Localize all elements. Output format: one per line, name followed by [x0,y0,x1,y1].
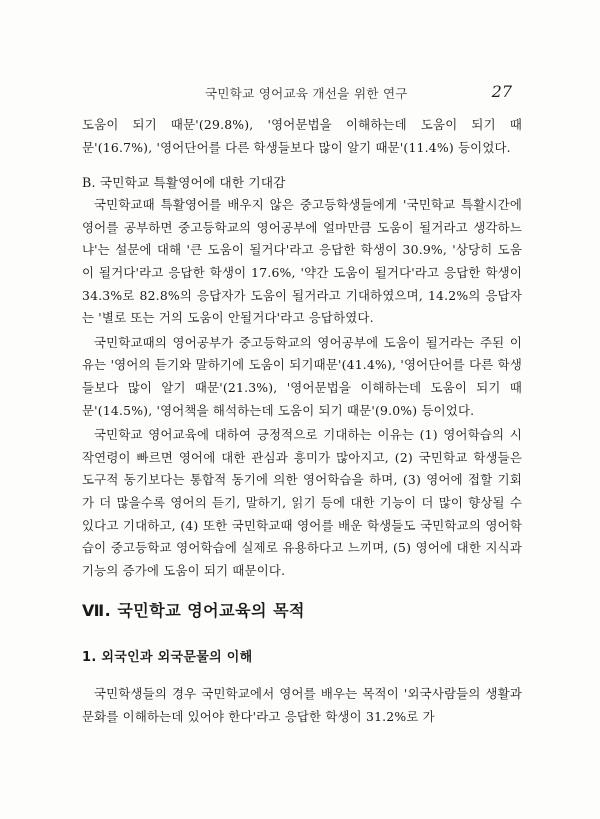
paragraph-purpose: 국민학생들의 경우 국민학교에서 영어를 배우는 목적이 '외국사람들의 생활과 문화를 이해하는데 있어야 한다'라고 응답한 학생이 31.2%로 가 [82,686,522,725]
page-number: 27 [491,82,512,101]
paragraph-expectation: 국민학교때 특활영어를 배우지 않은 중고등학생들에게 '국민학교 특활시간에 영어를 공부하면 중고등학교의 영어공부에 얼마만큼 도움이 될거라고 생각하느냐'는 설문에 대해 '큰 도움이 될거다'라고 응답한 학생이 30.9%, '상당히 도움이 될거다'라고 응답한 학생이 17.6%, '약간 도움이 될거다'라고 응답한 학생이 34.3%로 82.8%의 응답자가 도움이 될거라고 기대하였으며, 14.2%의 응답자는 '별로 또는 거의 도움이 안될거다'라고 응답하였다. [82,197,522,326]
page-header [0,84,600,104]
paragraph-positive-expectations: 국민학교 영어교육에 대하여 긍정적으로 기대하는 이유는 (1) 영어학습의 시작연령이 빠르면 영어에 대한 관심과 흥미가 많아지고, (2) 국민학교 학생들은 도구적 동기보다는 통합적 동기에 의한 영어학습을 하며, (3) 영어에 접할 기회가 더 많을수록 영어의 듣기, 말하기, 읽기 등에 대한 기능이 더 많이 향상될 수 있다고 기대하고, (4) 또한 국민학교때 영어를 배운 학생들도 국민학교의 영어학습이 중고등학교 영어학습에 실제로 유용하다고 느끼며, (5) 영어에 대한 지식과 기능의 증가에 도움이 되기 때문이다. [82,427,522,578]
body-text [82,114,522,729]
section-b-heading: B. 국민학교 특활영어에 대한 기대감 [82,175,286,191]
section-vii-heading: Ⅶ. 국민학교 영어교육의 목적 [82,601,305,621]
subsection-1-heading: 1. 외국인과 외국문물의 이해 [82,649,253,665]
paragraph-reasons: 국민학교때의 영어공부가 중고등학교의 영어공부에 도움이 될거라는 주된 이유는 '영어의 듣기와 말하기에 도움이 되기때문'(41.4%), '영어단어를 다른 학생들보다 많이 알기 때문'(21.3%), '영어문법을 이해하는데 도움이 되기 때문'(14.5%), '영어책을 해석하는데 도움이 되기 때문'(9.0%) 등이었다. [82,334,522,418]
paragraph-continuation: 도움이 되기 때문'(29.8%), '영어문법을 이해하는데 도움이 되기 때문'(16.7%), '영어단어를 다른 학생들보다 많이 알기 때문'(11.4%) 등이었다. [82,117,522,155]
running-title: 국민학교 영어교육 개선을 위한 연구 [205,86,408,101]
